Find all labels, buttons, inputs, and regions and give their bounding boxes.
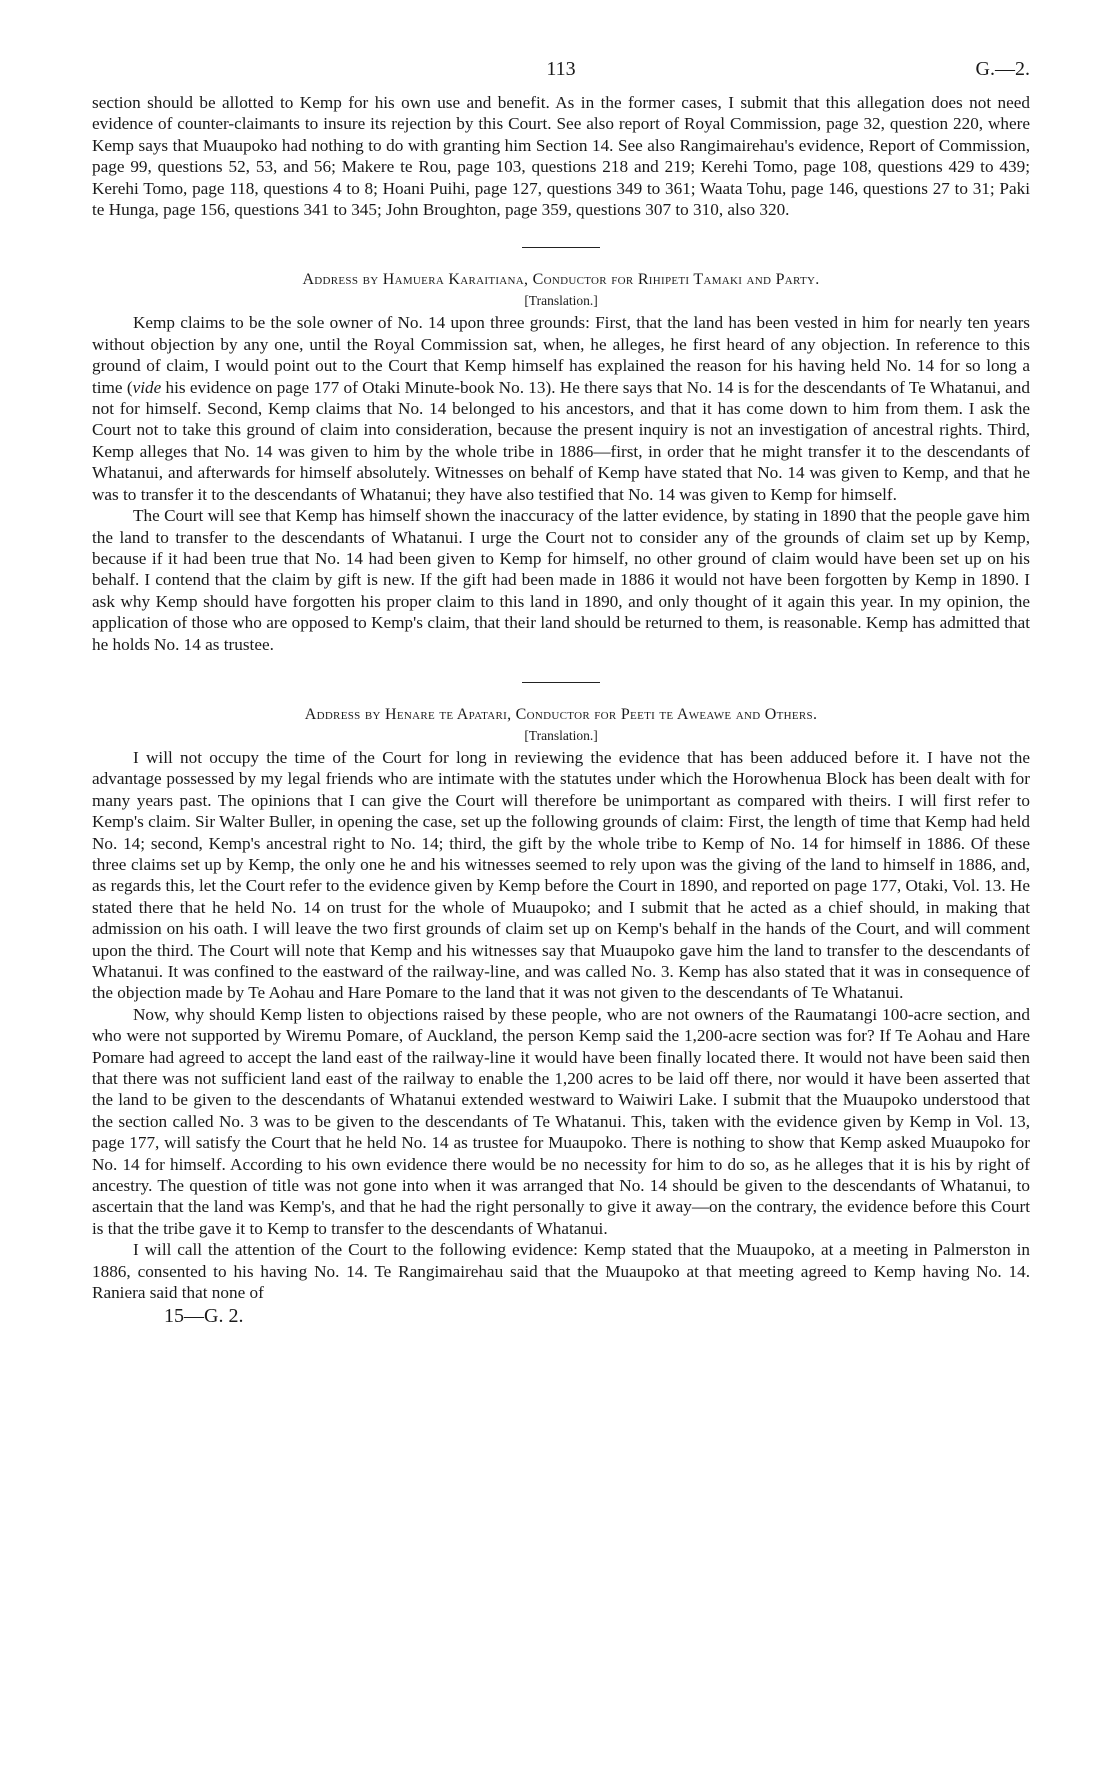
section-divider [522, 247, 600, 248]
vide-italic: vide [132, 377, 162, 397]
section-heading-hamuera: Address by Hamuera Karaitiana, Conductor for Rihipeti Tamaki and Party. [302, 271, 820, 289]
paragraph: The Court will see that Kemp has himself shown the inaccuracy of the latter evidence, by stating in 1890 that the people gave him the land to transfer to the descendants of Whatanui. I urge the Court not to consider any of the grounds of claim set up by Kemp, because if it had been true that No. 14 had been given to Kemp for himself, no other ground of claim would have been set up on his behalf. I contend that the claim by gift is new. If the gift had been made in 1886 it would not have been forgotten by Kemp in 1890. I ask why Kemp should have forgotten his proper claim to this land in 1890, and only thought of it again this year. In my opinion, the application of those who are opposed to Kemp's claim, that their land should be returned to them, is reasonable. Kemp has admitted that he holds No. 14 as trustee. [92, 506, 1030, 654]
translation-label: [Translation.] [524, 727, 598, 743]
intro-paragraph: section should be allotted to Kemp for his own use and benefit. As in the former cases, I submit that this allegation does not need evidence of counter-claimants to insure its rejection by this Court. See also report of Royal Commission, page 32, question 220, where Kemp says that Muaupoko had nothing to do with granting him Section 14. See also Rangimairehau's evidence, Report of Commission, page 99, questions 52, 53, and 56; Makere te Rou, page 103, questions 218 and 219; Kerehi Tomo, page 108, questions 429 to 439; Kerehi Tomo, page 118, questions 4 to 8; Hoani Puihi, page 127, questions 349 to 361; Waata Tohu, page 146, questions 27 to 31; Paki te Hunga, page 156, questions 341 to 345; John Broughton, page 359, questions 307 to 310, also 320. [92, 93, 1030, 220]
translation-label: [Translation.] [524, 293, 598, 309]
paragraph-text: Kemp claims to be the sole owner of No. 14 upon three grounds: First, that the land has been vested in him for nearly ten years without objection by any one, until the Royal Commission sat, when, he alleges, he first heard of any objection. In reference to this ground of claim, I would point out to the Court that Kemp himself has explained the reason for his having held No. 14 for so long a time ( [92, 313, 1030, 397]
section-heading-henare: Address by Henare te Apatari, Conductor for Peeti te Aweawe and Others. [304, 705, 818, 723]
page-number: 113 [546, 58, 576, 80]
document-page [92, 52, 1030, 1328]
paragraph [92, 312, 1030, 505]
series-code: G.—2. [975, 58, 1030, 80]
paragraph: I will call the attention of the Court to the following evidence: Kemp stated that the Muaupoko, at a meeting in Palmerston in 1886, consented to his having No. 14. Te Rangimairehau said that the Muaupoko at that meeting agreed to Kemp having No. 14. Raniera said that none of [92, 1240, 1030, 1303]
paragraph: I will not occupy the time of the Court for long in reviewing the evidence that has been adduced before it. I have not the advantage possessed by my legal friends who are intimate with the statutes under which the Horowhenua Block has been dealt with for many years past. The opinions that I can give the Court will therefore be unimportant as compared with theirs. I will first refer to Kemp's claim. Sir Walter Buller, in opening the case, set up the following grounds of claim: First, the length of time that Kemp had held No. 14; second, Kemp's ancestral right to No. 14; third, the gift by the whole tribe to Kemp of No. 14 for himself in 1886. Of these three claims set up by Kemp, the only one he and his witnesses seemed to rely upon was the giving of the land to himself in 1886, and, as regards this, let the Court refer to the evidence given by Kemp before the Court in 1890, and reported on page 177, Otaki, Vol. 13. He stated there that he held No. 14 on trust for the whole of Muaupoko; and I submit that he acted as a chief should, in making that admission on his oath. I will leave the two first grounds of claim set up on Kemp's behalf in the hands of the Court, and will comment upon the third. The Court will note that Kemp and his witnesses say that Muaupoko gave him the land to transfer to the descendants of Whatanui. It was confined to the eastward of the railway-line, and was called No. 3. Kemp has also stated that it was in consequence of the objection made by Te Aohau and Hare Pomare to the land that it was not given to the descendants of Te Whatanui. [92, 747, 1030, 1003]
page-header [92, 52, 1030, 92]
paragraph-text: his evidence on page 177 of Otaki Minute-book No. 13). He there says that No. 14 is for the descendants of Te Whatanui, and not for himself. Second, Kemp claims that No. 14 belonged to his ancestors, and that it has come down to him from them. I ask the Court not to take this ground of claim into consideration, because the present inquiry is not an investigation of ancestral rights. Third, Kemp alleges that No. 14 was given to him by the whole tribe in 1886—first, in order that he might transfer it to the descendants of Whatanui, and afterwards for himself absolutely. Witnesses on behalf of Kemp have stated that No. 14 was given to Kemp, and that he was to transfer it to the descendants of Whatanui; they have also testified that No. 14 was given to Kemp for himself. [92, 377, 1030, 504]
paragraph: Now, why should Kemp listen to objections raised by these people, who are not owners of the Raumatangi 100-acre section, and who were not supported by Wiremu Pomare, of Auckland, the person Kemp said the 1,200-acre section was for? If Te Aohau and Hare Pomare had agreed to accept the land east of the railway-line it would have been finally located there. It would not have been said then that there was not sufficient land east of the railway to enable the 1,200 acres to be laid off there, nor would it have been asserted that the land to be given to the descendants of Whatanui extended westward to Waiwiri Lake. I submit that the Muaupoko understood that the section called No. 3 was to be given to the descendants of Te Whatanui. This, taken with the evidence given by Kemp in Vol. 13, page 177, will satisfy the Court that he held No. 14 as trustee for Muaupoko. There is nothing to show that Kemp asked Muaupoko for No. 14 for himself. According to his own evidence there would be no necessity for him to do so, as he alleges that it is his by right of ancestry. The question of title was not gone into when it was arranged that No. 14 should be given to the descendants of Whatanui, to ascertain that the land was Kemp's, and that he had the right personally to give it away—on the contrary, the evidence before this Court is that the tribe gave it to Kemp to transfer to the descendants of Whatanui. [92, 1004, 1030, 1238]
signature-mark: 15—G. 2. [164, 1304, 244, 1327]
section-divider [522, 682, 600, 683]
